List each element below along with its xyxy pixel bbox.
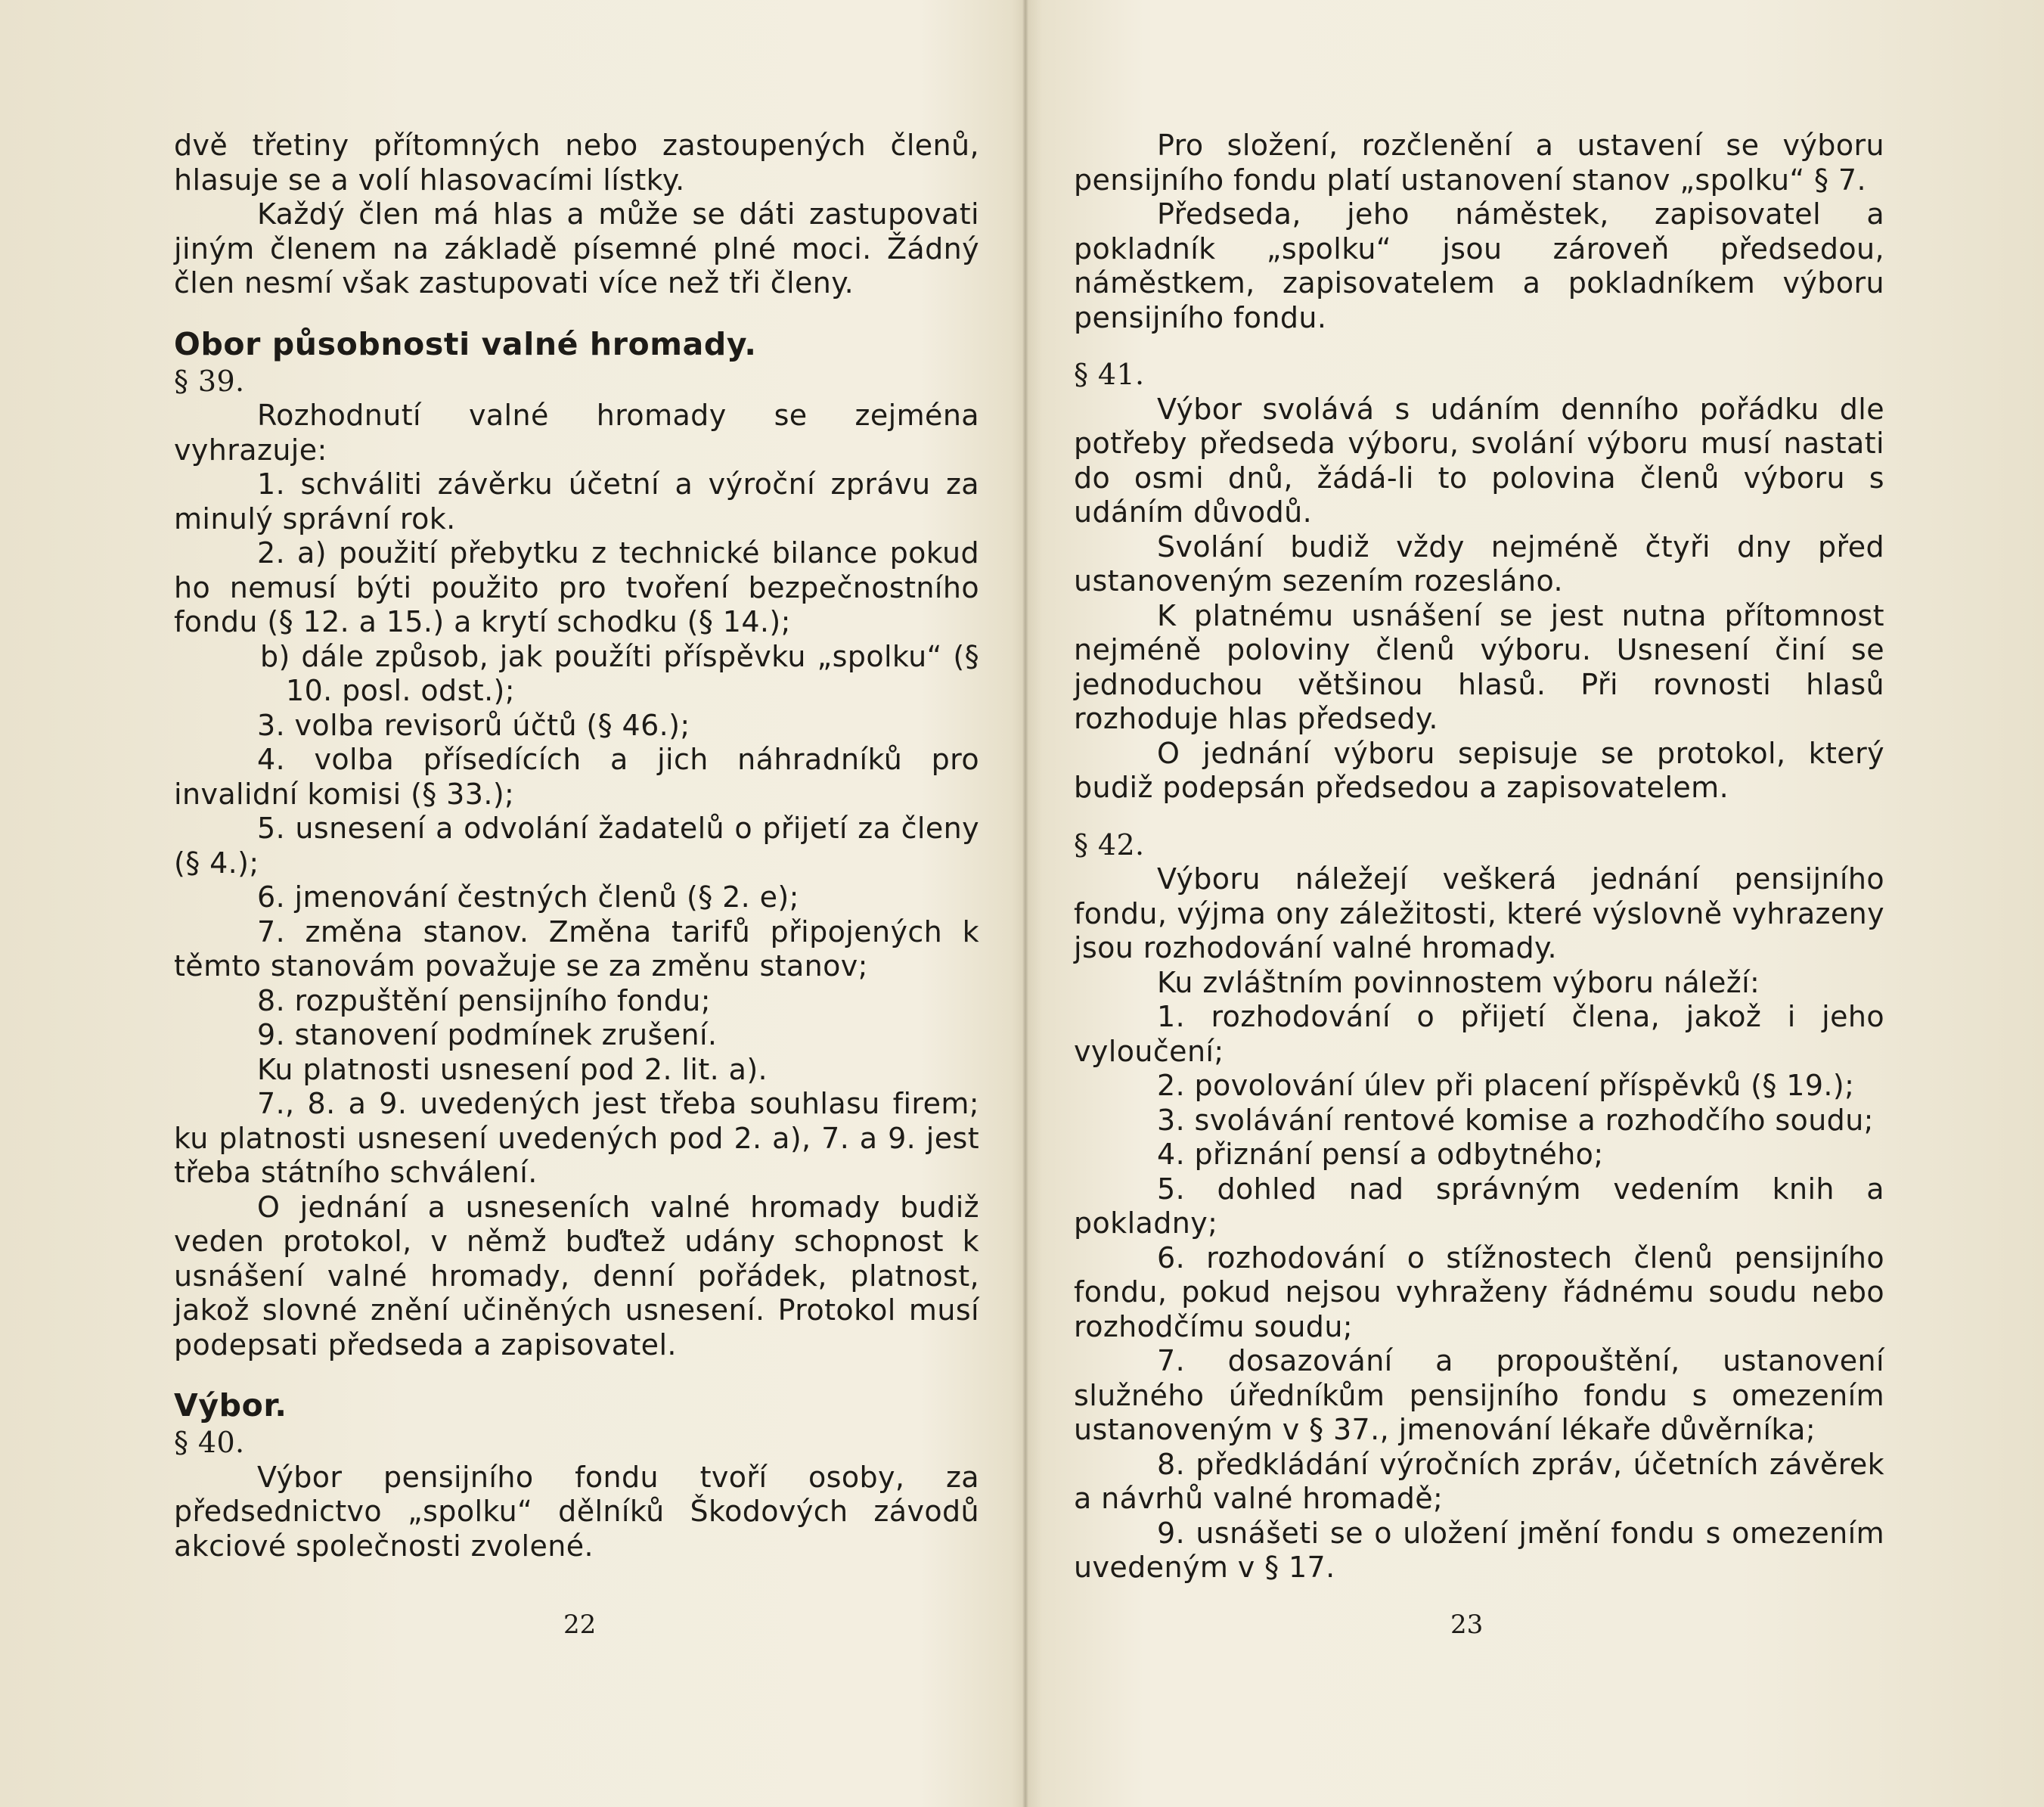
list-item: 8. rozpuštění pensijního fondu;	[257, 983, 711, 1017]
list-item: 1. schváliti závěrku účetní a výroční zprávu za minulý správní rok.	[174, 467, 979, 536]
list-item: 8. předkládání výročních zpráv, účetních závěrek a návrhů valné hromadě;	[1074, 1447, 1884, 1515]
paragraph: O jednání výboru sepisuje se protokol, který budiž podepsán předsedou a zapisovatelem.	[1074, 736, 1884, 804]
paragraph: Každý člen má hlas a může se dáti zastupovati jiným členem na základě písemné plné moci. Žádný člen nesmí však zastupovati více než tři členy.	[174, 197, 979, 300]
section-heading: Obor působnosti valné hromady.	[174, 325, 757, 362]
page-number: 22	[563, 1610, 597, 1640]
list-item: 9. stanovení podmínek zrušení.	[257, 1018, 718, 1051]
page-number: 23	[1450, 1610, 1484, 1640]
list-item: 3. svolávání rentové komise a rozhodčího soudu;	[1157, 1103, 1874, 1137]
list-item: 6. rozhodování o stížnostech členů pensijního fondu, pokud nejsou vyhraženy řádnému soudu nebo rozhodčímu soudu;	[1074, 1240, 1884, 1343]
paragraph: 7., 8. a 9. uvedených jest třeba souhlasu firem; ku platnosti usnesení uvedených pod 2. a), 7. a 9. jest třeba státního schválení.	[174, 1087, 979, 1189]
paragraph: Výbor pensijního fondu tvoří osoby, za předsednictvo „spolku“ dělníků Škodových závodů akciové společnosti zvolené.	[174, 1460, 979, 1563]
paragraph: Výboru náležejí veškerá jednání pensijního fondu, výjma ony záležitosti, které výslovně vyhrazeny jsou rozhodování valné hromady.	[1074, 862, 1884, 964]
paragraph: Ku zvláštním povinnostem výboru náleží:	[1157, 965, 1760, 999]
paragraph: Pro složení, rozčlenění a ustavení se výboru pensijního fondu platí ustanovení stanov „spolku“ § 7.	[1074, 129, 1884, 197]
list-item: 7. dosazování a propouštění, ustanovení služného úředníkům pensijního fondu s omezením ustanoveným v § 37., jmenování lékaře důvěrníka;	[1074, 1344, 1884, 1446]
book-gutter	[1022, 0, 1028, 1807]
left-page	[174, 129, 979, 1563]
list-item: b) dále způsob, jak použíti příspěvku „spolku“ (§ 10. posl. odst.);	[260, 639, 979, 707]
list-item: 4. přiznání pensí a odbytného;	[1157, 1138, 1604, 1171]
list-item: 9. usnášeti se o uložení jmění fondu s omezením uvedeným v § 17.	[1074, 1516, 1884, 1584]
list-item: 7. změna stanov. Změna tarifů připojených k těmto stanovám považuje se za změnu stanov;	[174, 914, 979, 983]
paragraph: Předseda, jeho náměstek, zapisovatel a pokladník „spolku“ jsou zároveň předsedou, náměstkem, zapisovatelem a pokladníkem výboru pensijního fondu.	[1074, 197, 1884, 334]
paragraph: Ku platnosti usnesení pod 2. lit. a).	[257, 1052, 768, 1086]
list-item: 2. povolování úlev při placení příspěvků (§ 19.);	[1157, 1069, 1855, 1102]
list-item: 2. a) použití přebytku z technické bilance pokud ho nemusí býti použito pro tvoření bezpečnostního fondu (§ 12. a 15.) a krytí schodku (§ 14.);	[174, 536, 979, 638]
paragraph: Výbor svolává s udáním denního pořádku dle potřeby předseda výboru, svolání výboru musí nastati do osmi dnů, žádá-li to polovina členů výboru s udáním důvodů.	[1074, 392, 1884, 529]
paragraph: O jednání a usneseních valné hromady budiž veden protokol, v němž buďtež udány schopnost k usnášení valné hromady, denní pořádek, platnost, jakož slovné znění učiněných usnesení. Protokol musí podepsati předseda a zapisovatel.	[174, 1190, 979, 1361]
list-item: 5. dohled nad správným vedením knih a pokladny;	[1074, 1172, 1884, 1240]
paragraph-number: § 40.	[174, 1426, 245, 1459]
paragraph: Svolání budiž vždy nejméně čtyři dny před ustanoveným sezením rozesláno.	[1074, 529, 1884, 598]
paragraph-number: § 41.	[1074, 358, 1145, 391]
list-item: 6. jmenování čestných členů (§ 2. e);	[257, 880, 799, 914]
list-item: 1. rozhodování o přijetí člena, jakož i jeho vyloučení;	[1074, 1000, 1884, 1068]
right-page	[1074, 129, 1884, 1585]
paragraph: K platnému usnášení se jest nutna přítomnost nejméně poloviny členů výboru. Usnesení činí se jednoduchou většinou hlasů. Při rovnosti hlasů rozhoduje hlas předsedy.	[1074, 598, 1884, 735]
paragraph-number: § 39.	[174, 364, 245, 398]
paragraph: Rozhodnutí valné hromady se zejména vyhrazuje:	[174, 399, 979, 467]
list-item: 4. volba přísedících a jich náhradníků pro invalidní komisi (§ 33.);	[174, 743, 979, 811]
section-heading: Výbor.	[174, 1387, 287, 1424]
list-item: 5. usnesení a odvolání žadatelů o přijetí za členy (§ 4.);	[174, 812, 979, 880]
paragraph-number: § 42.	[1074, 827, 1145, 862]
paragraph: dvě třetiny přítomných nebo zastoupených členů, hlasuje se a volí hlasovacími lístky.	[174, 129, 979, 197]
list-item: 3. volba revisorů účtů (§ 46.);	[257, 708, 690, 742]
